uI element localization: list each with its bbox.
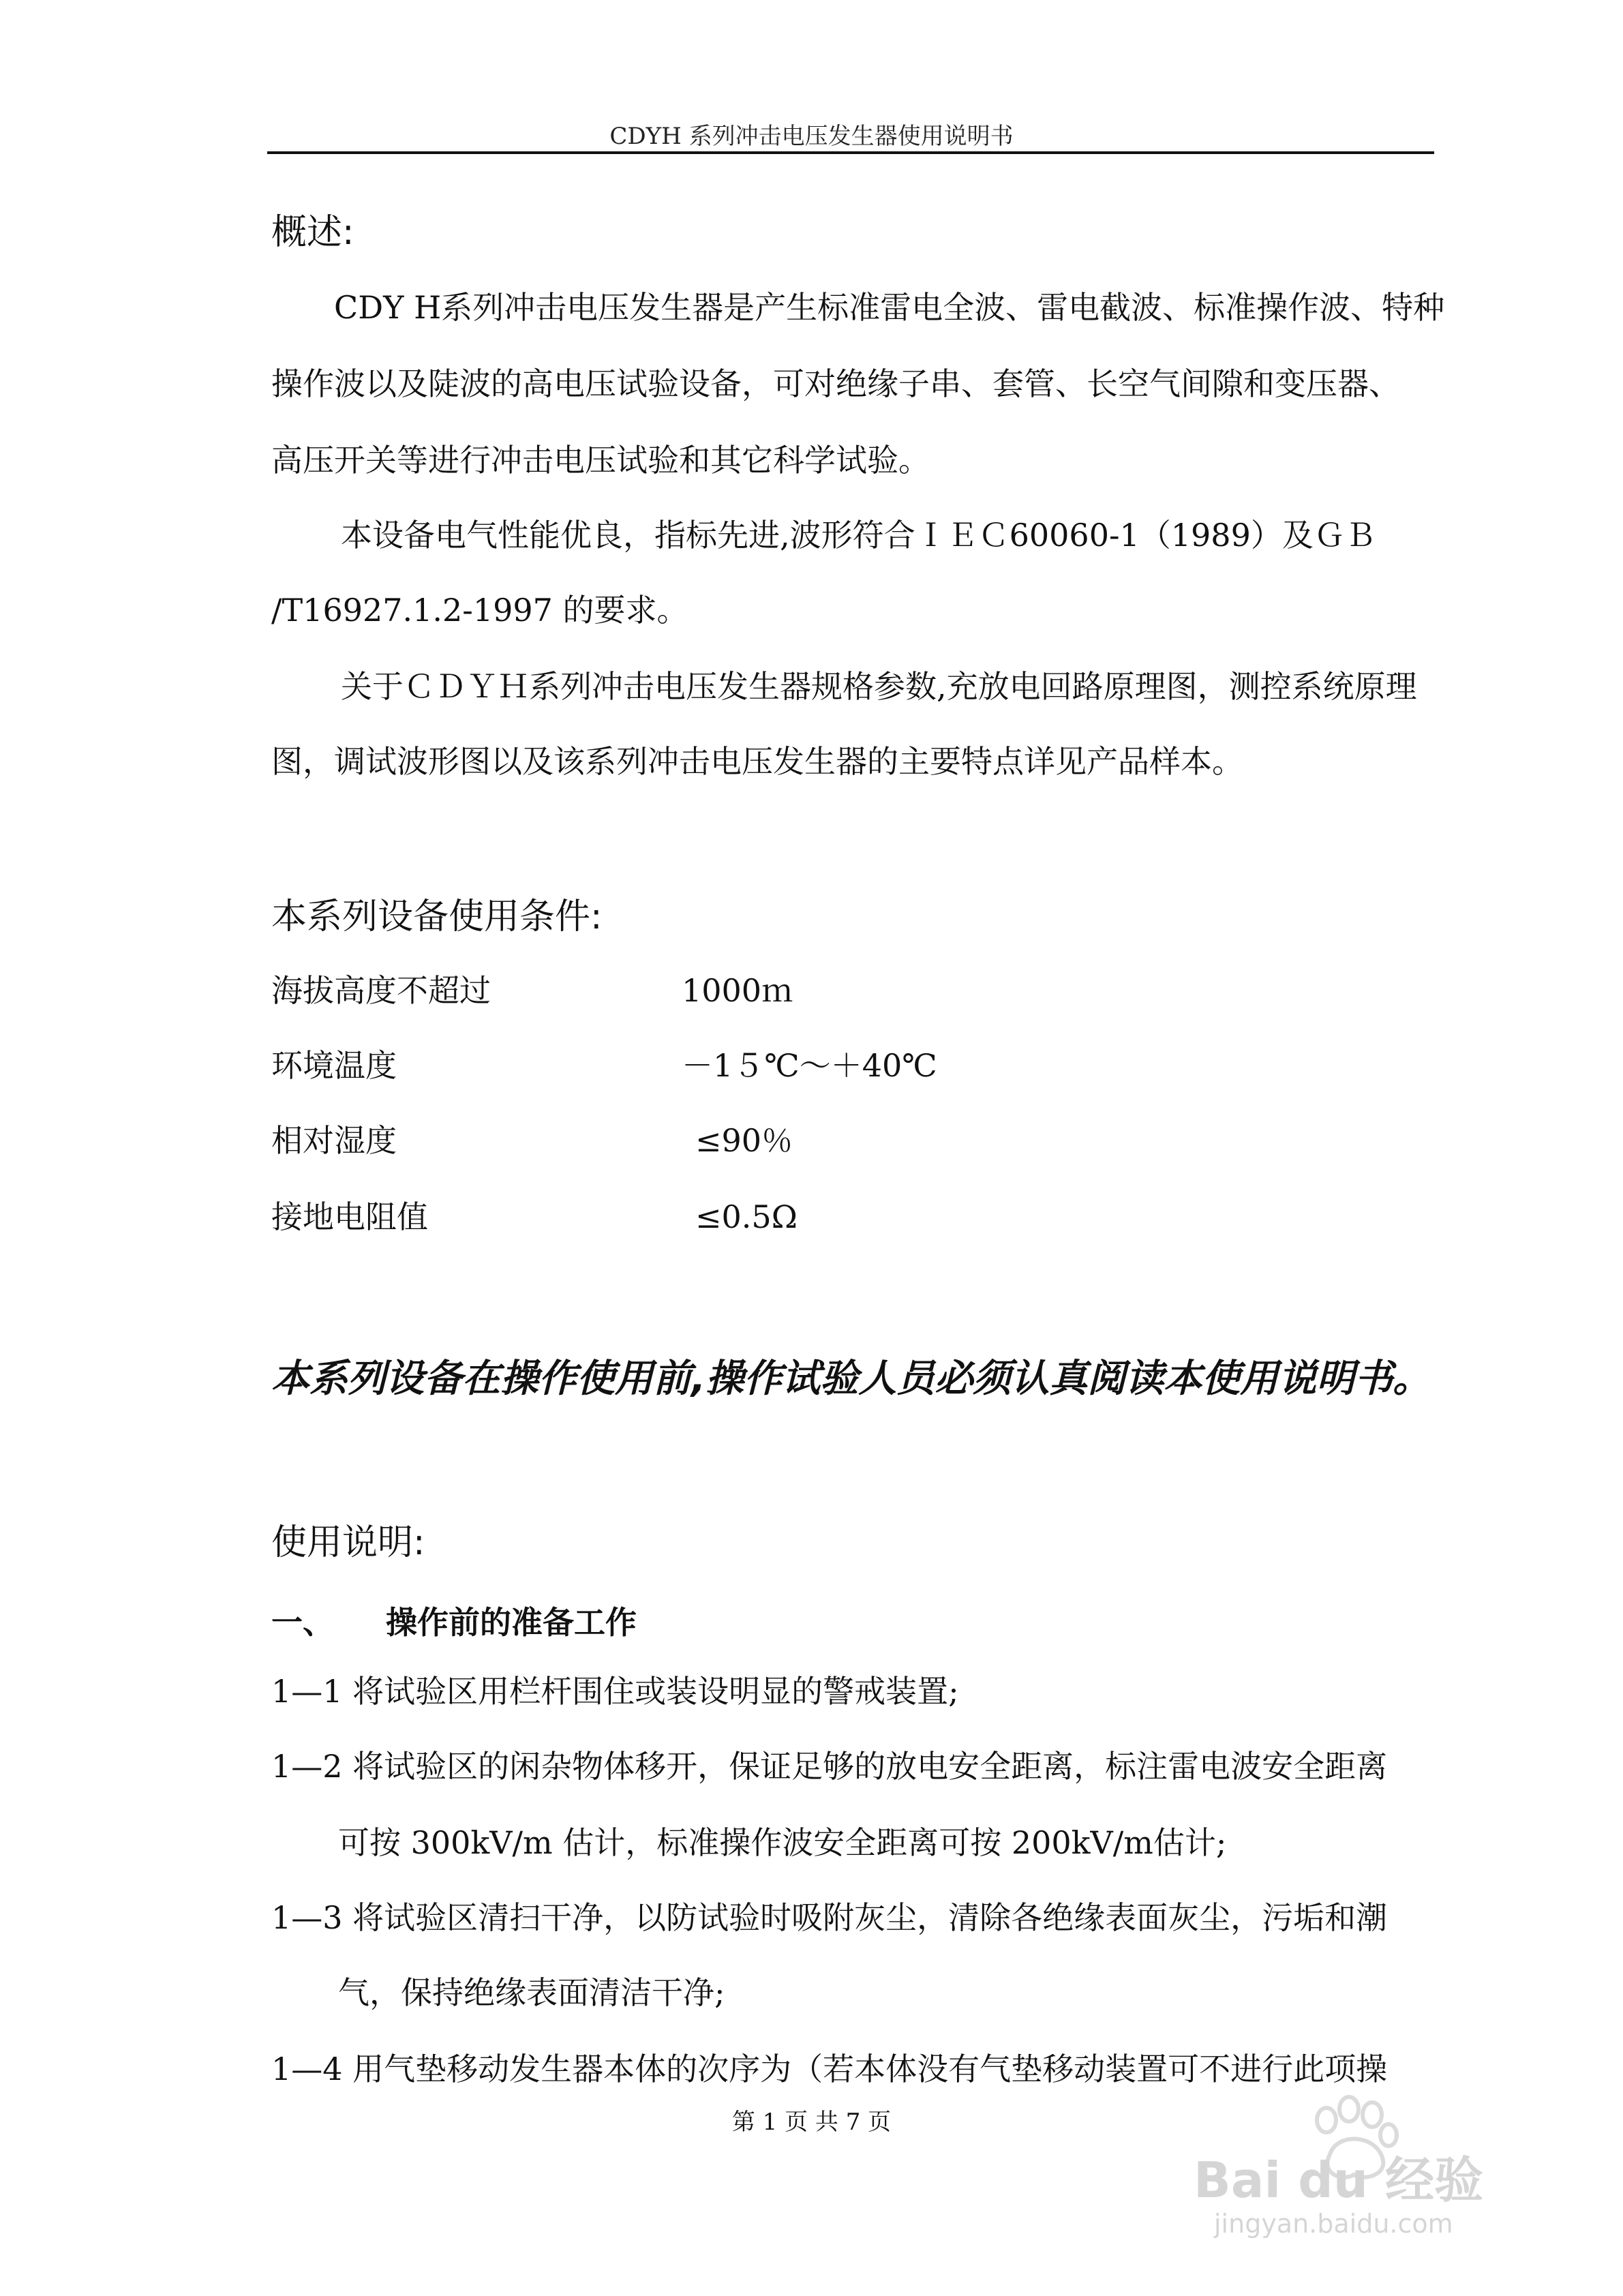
overview-line: 操作波以及陡波的高电压试验设备，可对绝缘子串、套管、长空气间隙和变压器、 — [271, 365, 1400, 402]
overview-line: 图，调试波形图以及该系列冲击电压发生器的主要特点详见产品样本。 — [271, 743, 1243, 780]
usage-line: 气，保持绝缘表面清洁干净; — [338, 1974, 725, 2011]
usage-line: 1—2 将试验区的闲杂物体移开，保证足够的放电安全距离，标注雷电波安全距离 — [271, 1748, 1388, 1785]
header-title: CDYH 系列冲击电压发生器使用说明书 — [609, 123, 1014, 150]
condition-value: －1５℃～＋40℃ — [682, 1047, 937, 1084]
section-title: 操作前的准备工作 — [386, 1604, 637, 1641]
overview-line: CDY H系列冲击电压发生器是产生标准雷电全波、雷电截波、标准操作波、特种 — [334, 289, 1445, 326]
usage-line: 可按 300kV/m 估计，标准操作波安全距离可按 200kV/m估计; — [338, 1824, 1227, 1861]
condition-label: 相对湿度 — [271, 1122, 397, 1159]
condition-label: 接地电阻值 — [271, 1198, 428, 1235]
overview-line: 本设备电气性能优良，指标先进,波形符合ＩＥＣ60060-1（1989）及ＧＢ — [341, 517, 1376, 554]
section-number: 一、 — [271, 1604, 334, 1641]
conditions-heading: 本系列设备使用条件: — [271, 896, 603, 937]
usage-line: 1—4 用气垫移动发生器本体的次序为（若本体没有气垫移动装置可不进行此项操 — [271, 2051, 1388, 2087]
overview-line: 高压开关等进行冲击电压试验和其它科学试验。 — [271, 442, 930, 479]
condition-value: 1000ｍ — [682, 972, 793, 1009]
condition-value: ≤0.5Ω — [695, 1198, 798, 1235]
overview-line: 关于ＣＤＹＨ系列冲击电压发生器规格参数,充放电回路原理图，测控系统原理 — [341, 668, 1417, 705]
usage-heading: 使用说明: — [271, 1522, 425, 1563]
overview-heading: 概述: — [271, 212, 354, 253]
header-rule — [267, 151, 1434, 154]
watermark-url: jingyan.baidu.com — [1214, 2209, 1453, 2239]
condition-label: 环境温度 — [271, 1047, 397, 1084]
baidu-watermark — [1187, 2079, 1528, 2243]
overview-line: /T16927.1.2-1997 的要求。 — [271, 592, 688, 629]
warning-text: 本系列设备在操作使用前,操作试验人员必须认真阅读本使用说明书。 — [271, 1357, 1431, 1401]
usage-line: 1—1 将试验区用栏杆围住或装设明显的警戒装置; — [271, 1673, 959, 1710]
condition-label: 海拔高度不超过 — [271, 972, 491, 1009]
condition-value: ≤90％ — [695, 1122, 793, 1159]
watermark-brand: Bai du 经验 — [1194, 2151, 1484, 2209]
page-number: 第 1 页 共 7 页 — [731, 2109, 892, 2136]
usage-line: 1—3 将试验区清扫干净，以防试验时吸附灰尘，清除各绝缘表面灰尘，污垢和潮 — [271, 1899, 1388, 1936]
